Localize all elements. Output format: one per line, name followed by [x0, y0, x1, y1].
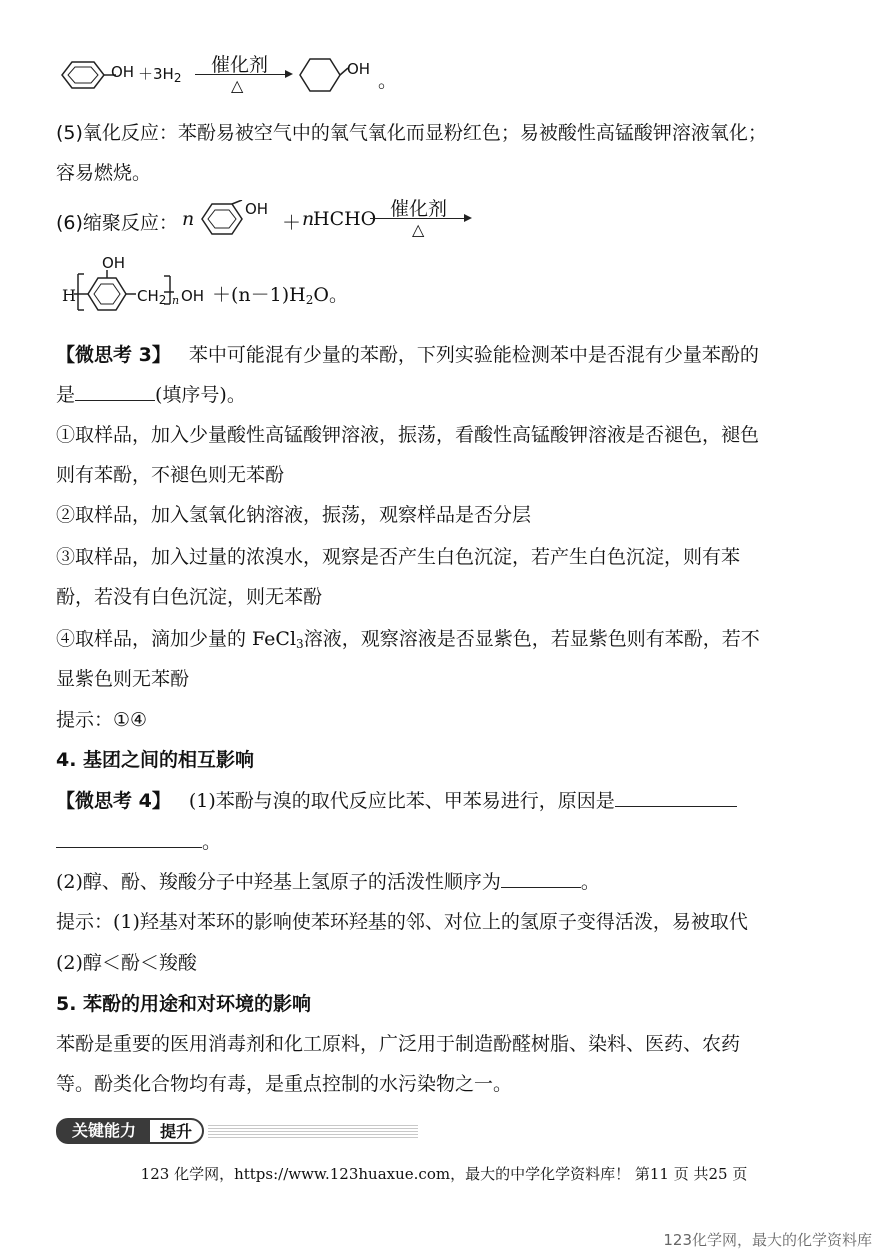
ch2-group: $CH_2$ [137, 287, 167, 307]
option-4: ④取样品，滴加少量的 FeCl$_3$溶液，观察溶液是否显紫色，若显紫色则有苯酚，若不 [56, 628, 760, 651]
oh-label: OH [111, 63, 135, 81]
h2-reagent: $+3H_2$ [138, 65, 182, 85]
option-3: ③取样品，加入过量的浓溴水，观察是否产生白色沉淀，若产生白色沉淀，则有苯 [56, 546, 741, 568]
banner-decoration [208, 1125, 418, 1139]
section-5-text-cont: 等。酚类化合物均有毒，是重点控制的水污染物之一。 [56, 1073, 513, 1095]
oxidation-text-cont: 容易燃烧。 [56, 162, 152, 184]
formaldehyde: HCHO [313, 208, 377, 230]
option-1: ①取样品，加入少量酸性高锰酸钾溶液，振荡，看酸性高锰酸钾溶液是否褪色，褪色 [56, 424, 760, 446]
water-byproduct: $+(n-1)H_2O$。 [212, 284, 348, 307]
reaction-arrow [195, 48, 295, 98]
banner-label: 关键能力 [56, 1118, 152, 1144]
think3-question [56, 340, 759, 367]
think3-title: 【微思考 3】 [56, 344, 171, 366]
answer-blank [75, 382, 155, 401]
plus-sign: ＋ [282, 212, 302, 234]
oxidation-text: (5)氧化反应：苯酚易被空气中的氧气氧化而显粉红色；易被酸性高锰酸钾溶液氧化； [56, 122, 767, 144]
reaction-arrow [370, 192, 474, 242]
repeat-n: n [172, 294, 180, 307]
catalyst-label: 催化剂 [211, 54, 269, 76]
phenol-structure [58, 58, 118, 92]
oh-label: OH [347, 60, 371, 78]
think4-question-1: 【微思考 4】 (1)苯酚与溴的取代反应比苯、甲苯易进行，原因是 [56, 786, 737, 813]
phenolic-resin-structure [74, 270, 136, 314]
option-1-cont: 则有苯酚，不褪色则无苯酚 [56, 464, 285, 486]
answer-blank [615, 788, 737, 807]
think3-question-text: 苯中可能混有少量的苯酚，下列实验能检测苯中是否混有少量苯酚的 [188, 344, 759, 366]
answer-blank [56, 829, 202, 848]
cyclohexanol-structure [298, 54, 354, 96]
oh-label: OH [102, 254, 126, 272]
think4-title: 【微思考 4】 [56, 790, 171, 812]
think3-hint: 提示：①④ [56, 709, 148, 731]
option-4-cont: 显紫色则无苯酚 [56, 668, 190, 690]
coefficient-n: n [302, 208, 315, 230]
page-footer: 123 化学网，https://www.123huaxue.com，最大的中学化学资料库！ 第11 页 共25 页 [140, 1165, 748, 1183]
option-3-cont: 酚，若没有白色沉淀，则无苯酚 [56, 586, 323, 608]
think4-question-1-cont: 。 [56, 827, 221, 854]
think4-hint-2: (2)醇＜酚＜羧酸 [56, 952, 197, 974]
period: 。 [378, 70, 398, 92]
section-4-title: 4. 基团之间的相互影响 [56, 749, 255, 771]
section-5-text: 苯酚是重要的医用消毒剂和化工原料，广泛用于制造酚醛树脂、染料、医药、农药 [56, 1033, 741, 1055]
think4-question-2: (2)醇、酚、羧酸分子中羟基上氢原子的活泼性顺序为 。 [56, 871, 600, 893]
section-5-title: 5. 苯酚的用途和对环境的影响 [56, 993, 312, 1015]
oh-end-group: OH [181, 287, 205, 305]
delta-symbol: △ [412, 220, 425, 239]
banner-label-sub: 提升 [148, 1118, 204, 1144]
polycondensation-label: (6)缩聚反应： [56, 212, 178, 234]
delta-symbol: △ [231, 76, 244, 95]
catalyst-label: 催化剂 [390, 198, 448, 220]
watermark: 123化学网，最大的化学资料库 [663, 1231, 872, 1249]
coefficient-n: n [182, 208, 195, 230]
think4-hint-1: 提示：(1)羟基对苯环的影响使苯环羟基的邻、对位上的氢原子变得活泼，易被取代 [56, 911, 748, 933]
phenol-structure [198, 200, 248, 238]
think3-question-cont: 是 (填序号)。 [56, 384, 246, 406]
h-end-group: H [62, 286, 76, 305]
option-2: ②取样品，加入氢氧化钠溶液，振荡，观察样品是否分层 [56, 504, 532, 526]
oh-label: OH [245, 200, 269, 218]
answer-blank [501, 869, 581, 888]
